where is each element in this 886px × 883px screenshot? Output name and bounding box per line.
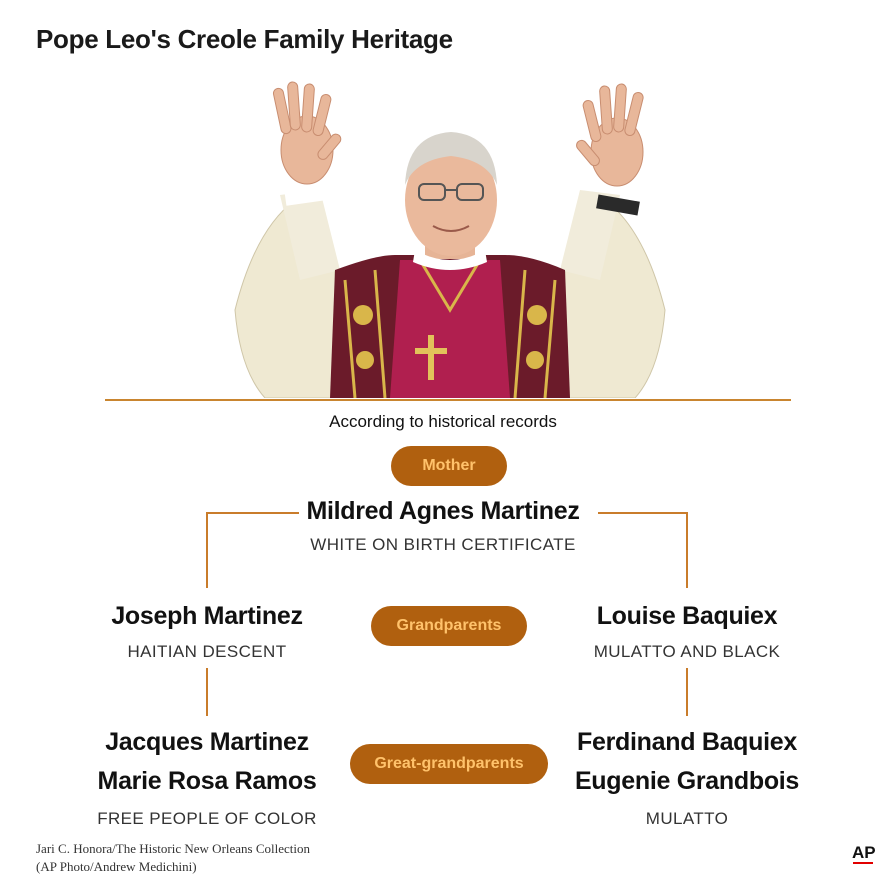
great-grandparent-right-name-1: Ferdinand Baquiex (577, 728, 797, 756)
connector-line (206, 512, 299, 514)
connector-line (206, 668, 208, 716)
grandparent-left-description: HAITIAN DESCENT (127, 642, 287, 661)
credit-line-2: (AP Photo/Andrew Medichini) (36, 859, 197, 874)
mother-description: WHITE ON BIRTH CERTIFICATE (310, 535, 576, 554)
grandparents-pill: Grandparents (371, 606, 527, 646)
grandparent-right-name: Louise Baquiex (596, 602, 778, 630)
grandparent-right-description: MULATTO AND BLACK (593, 642, 781, 661)
credit-line-1: Jari C. Honora/The Historic New Orleans Collection (36, 841, 311, 856)
divider-rule (105, 399, 791, 401)
subtitle: According to historical records (329, 412, 557, 431)
photo-credit (36, 840, 310, 876)
mother-pill: Mother (391, 446, 507, 486)
page-title: Pope Leo's Creole Family Heritage (36, 24, 453, 54)
great-grandparent-right-description: MULATTO (645, 809, 729, 828)
grandparent-left-name: Joseph Martinez (111, 602, 303, 630)
connector-line (206, 512, 208, 588)
great-grandparent-left-name-1: Jacques Martinez (105, 728, 309, 756)
ap-logo: AP (852, 843, 876, 862)
mother-name: Mildred Agnes Martinez (306, 497, 580, 525)
connector-line (598, 512, 688, 514)
pope-photo (225, 80, 675, 398)
great-grandparent-left-name-2: Marie Rosa Ramos (97, 767, 317, 795)
ap-logo-underline (853, 862, 873, 864)
great-grandparent-left-description: FREE PEOPLE OF COLOR (97, 809, 317, 828)
connector-line (686, 512, 688, 588)
connector-line (686, 668, 688, 716)
great-grandparent-right-name-2: Eugenie Grandbois (574, 767, 800, 795)
great-grandparents-pill: Great-grandparents (350, 744, 548, 784)
